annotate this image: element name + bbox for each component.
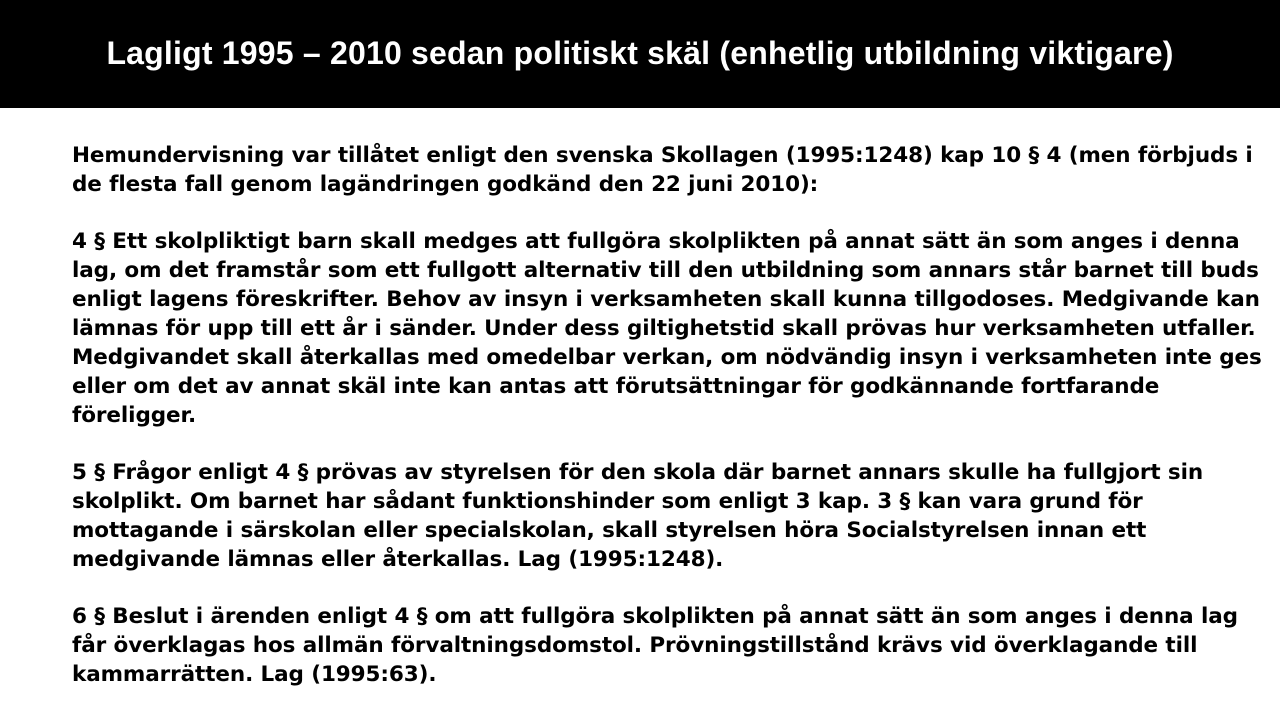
slide-body — [72, 141, 1262, 717]
section-4-paragraph: 4 § Ett skolpliktigt barn skall medges att fullgöra skolplikten på annat sätt än som anges i denna lag, om det framstår som ett fullgott alternativ till den utbildning som annars står barnet till buds enligt lagens föreskrifter. Behov av insyn i verksamheten skall kunna tillgodoses. Medgivande kan lämnas för upp till ett år i sänder. Under dess giltighetstid skall prövas hur verksamheten utfaller. Medgivandet skall återkallas med omedelbar verkan, om nödvändig insyn i verksamheten inte ges eller om det av annat skäl inte kan antas att förutsättningar för godkännande fortfarande föreligger. — [72, 229, 1262, 428]
slide-title: Lagligt 1995 – 2010 sedan politiskt skäl (enhetlig utbildning viktigare) — [106, 34, 1174, 71]
section-5-paragraph: 5 § Frågor enligt 4 § prövas av styrelsen för den skola där barnet annars skulle ha fullgjort sin skolplikt. Om barnet har sådant funktionshinder som enligt 3 kap. 3 § kan vara grund för mottagande i särskolan eller specialskolan, skall styrelsen höra Socialstyrelsen innan ett medgivande lämnas eller återkallas. Lag (1995:1248). — [72, 460, 1204, 572]
title-bar — [0, 0, 1280, 108]
intro-paragraph: Hemundervisning var tillåtet enligt den svenska Skollagen (1995:1248) kap 10 § 4 (men förbjuds i de flesta fall genom lagändringen godkänd den 22 juni 2010): — [72, 143, 1253, 197]
section-6-paragraph: 6 § Beslut i ärenden enligt 4 § om att fullgöra skolplikten på annat sätt än som anges i denna lag får överklagas hos allmän förvaltningsdomstol. Prövningstillstånd krävs vid överklagande till kammarrätten. Lag (1995:63). — [72, 604, 1238, 687]
